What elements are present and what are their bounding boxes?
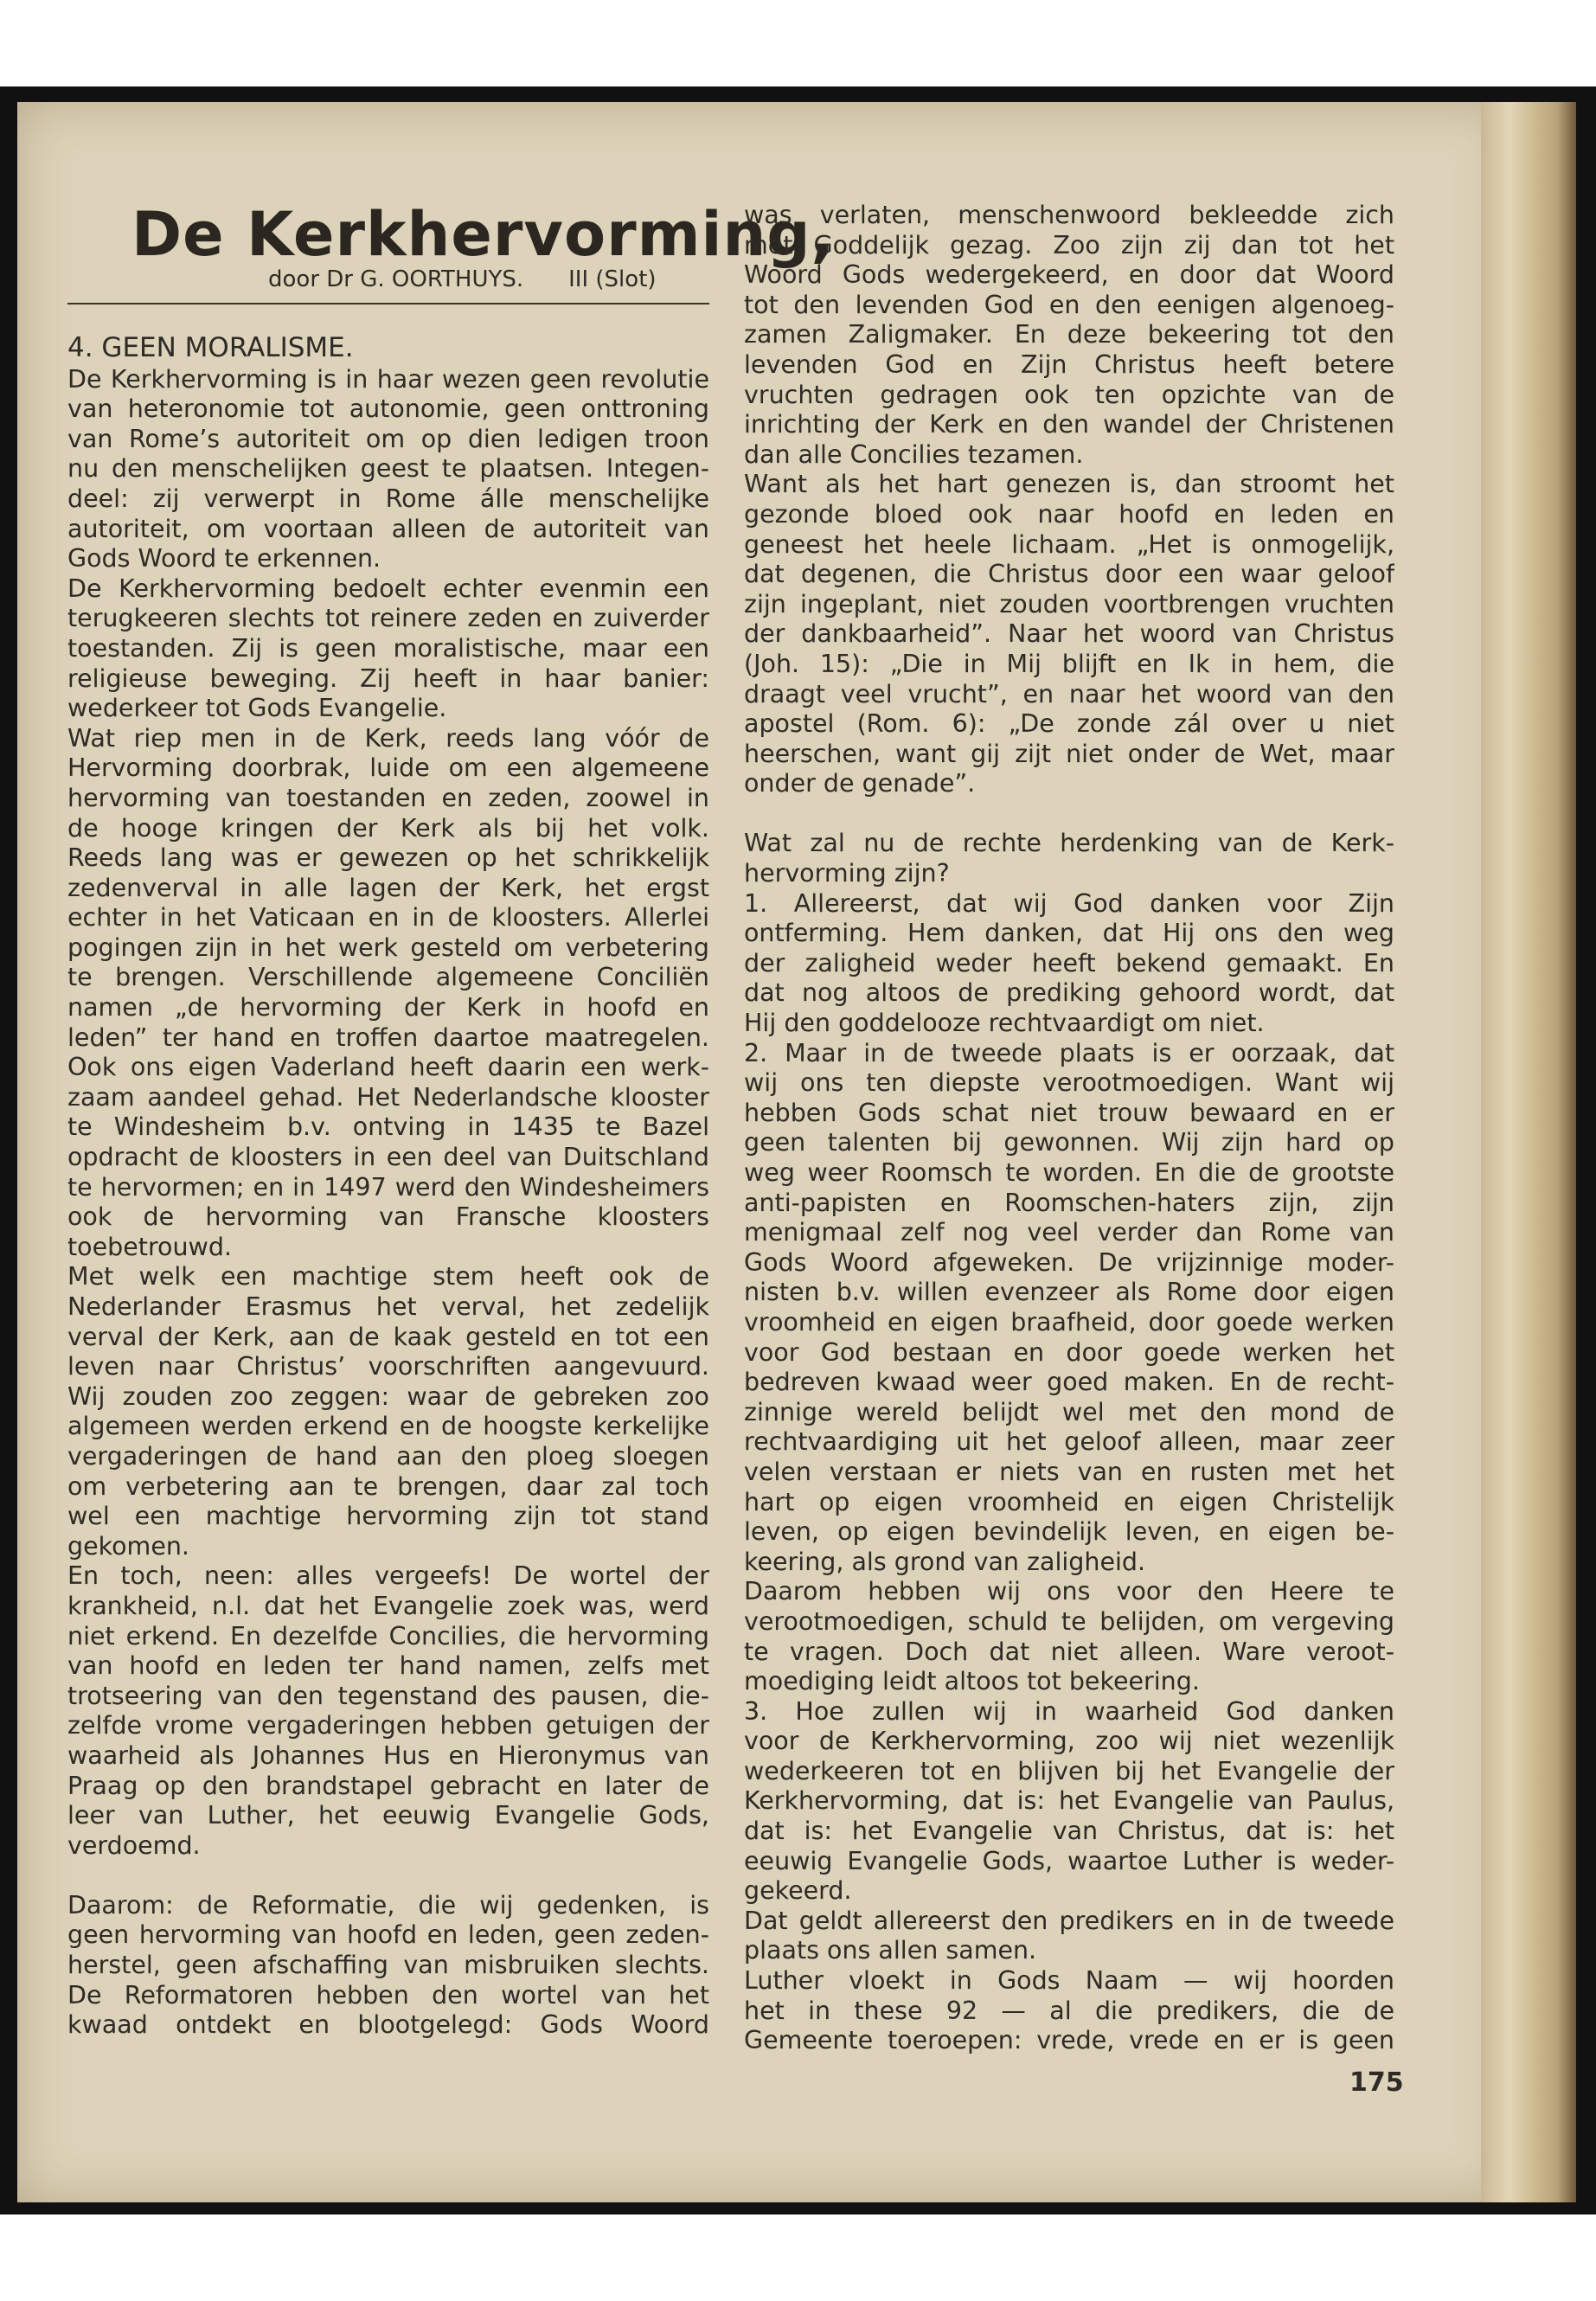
text-line: de hooge kringen der Kerk als bij het volk. <box>67 813 709 843</box>
series-part: III (Slot) <box>568 266 657 292</box>
text-line: der dankbaarheid”. Naar het woord van Christus <box>744 619 1394 649</box>
text-line: keering, als grond van zaligheid. <box>744 1547 1146 1576</box>
text-line: gekomen. <box>67 1531 189 1561</box>
text-line: kwaad ontdekt en blootgelegd: Gods Woord <box>67 2010 709 2040</box>
text-line: geen hervorming van hoofd en leden, geen zeden- <box>67 1920 709 1950</box>
text-line: vroomheid en eigen braafheid, door goede werken <box>744 1307 1394 1336</box>
text-line: zelfde vrome vergaderingen hebben getuigen der <box>67 1711 709 1740</box>
text-line: verval der Kerk, aan de kaak gesteld en tot een <box>67 1322 709 1351</box>
text-line: echter in het Vaticaan en in de kloosters. Allerlei <box>67 903 709 933</box>
text-line: De Kerkhervorming bedoelt echter evenmin een <box>67 574 709 603</box>
text-line: De Kerkhervorming is in haar wezen geen revolutie <box>67 364 709 394</box>
text-line: Reeds lang was er gewezen op het schrikkelijk <box>67 843 709 873</box>
text-line: voor de Kerkhervorming, zoo wij niet wezenlijk <box>744 1727 1394 1756</box>
text-line: wederkeeren tot en blijven bij het Evangelie der <box>744 1756 1394 1785</box>
text-line: gekeerd. <box>744 1876 852 1906</box>
text-line: hervorming van toestanden en zeden, zoowel in <box>67 783 709 812</box>
text-line: Gods Woord te erkennen. <box>67 544 381 574</box>
text-line: voor God bestaan en door goede werken het <box>744 1337 1394 1367</box>
text-line: Kerkhervorming, dat is: het Evangelie van Paulus, <box>744 1786 1394 1816</box>
article-title: De Kerkhervorming, <box>131 199 836 270</box>
book-edge <box>1481 102 1576 2202</box>
text-line: Daarom hebben wij ons voor den Heere te <box>744 1577 1394 1606</box>
text-line: vruchten gedragen ook ten opzichte van de <box>744 380 1394 409</box>
text-line: dat is: het Evangelie van Christus, dat is: het <box>744 1817 1394 1846</box>
text-line: met Goddelijk gezag. Zoo zijn zij dan tot het <box>744 230 1394 260</box>
text-line: leden” ter hand en troffen daartoe maatregelen. <box>67 1022 709 1052</box>
text-line: tot den levenden God en den eenigen algenoeg- <box>744 290 1394 319</box>
text-line: terugkeeren slechts tot reinere zeden en zuiverder <box>67 604 709 633</box>
text-line: zaam aandeel gehad. Het Nederlandsche klooster <box>67 1082 709 1112</box>
text-line: rechtvaardiging uit het geloof alleen, maar zeer <box>744 1427 1394 1457</box>
text-line: van Rome’s autoriteit om op dien ledigen troon <box>67 424 709 453</box>
text-line: Gods Woord afgeweken. De vrijzinnige moder- <box>744 1247 1394 1277</box>
text-line: der zaligheid weder heeft bekend gemaakt. En <box>744 948 1394 977</box>
text-line: waarheid als Johannes Hus en Hieronymus van <box>67 1740 709 1770</box>
text-line: verootmoedigen, schuld te belijden, om vergeving <box>744 1606 1394 1636</box>
text-line: En toch, neen: alles vergeefs! De wortel der <box>67 1561 709 1591</box>
text-line: opdracht de kloosters in een deel van Duitschland <box>67 1143 709 1172</box>
text-line: Dat geldt allereerst den predikers en in de tweede <box>744 1906 1394 1935</box>
text-line: dat degenen, die Christus door een waar geloof <box>744 560 1394 589</box>
text-line: wel een machtige hervorming zijn tot stand <box>67 1502 709 1531</box>
text-line: 3. Hoe zullen wij in waarheid God danken <box>744 1696 1394 1726</box>
text-line: anti-papisten en Roomschen-haters zijn, zijn <box>744 1188 1394 1217</box>
text-line: Met welk een machtige stem heeft ook de <box>67 1262 709 1292</box>
page-number: 175 <box>1349 2067 1404 2098</box>
text-line: ontferming. Hem danken, dat Hij ons den weg <box>744 919 1394 948</box>
text-line: zedenverval in alle lagen der Kerk, het ergst <box>67 873 709 902</box>
text-line: trotseering van den tegenstand des pausen, die- <box>67 1681 709 1710</box>
text-line: pogingen zijn in het werk gesteld om verbetering <box>67 933 709 962</box>
text-line: Want als het hart genezen is, dan stroomt het <box>744 470 1394 499</box>
text-line: om verbetering aan te brengen, daar zal toch <box>67 1471 709 1501</box>
text-line: nisten b.v. willen evenzeer als Rome door eigen <box>744 1278 1394 1307</box>
text-line: hervorming zijn? <box>744 859 950 888</box>
text-line: te Windesheim b.v. ontving in 1435 te Bazel <box>67 1112 709 1142</box>
section-heading: 4. GEEN MORALISME. <box>67 333 354 363</box>
text-line: levenden God en Zijn Christus heeft betere <box>744 349 1394 379</box>
text-line: namen „de hervorming der Kerk in hoofd en <box>67 993 709 1022</box>
text-line: ook de hervorming van Fransche kloosters <box>67 1202 709 1232</box>
text-line: eeuwig Evangelie Gods, waartoe Luther is weder- <box>744 1846 1394 1875</box>
text-line: hebben Gods schat niet trouw bewaard en er <box>744 1098 1394 1127</box>
text-line: Ook ons eigen Vaderland heeft daarin een werk- <box>67 1053 709 1082</box>
text-line: te brengen. Verschillende algemeene Conciliën <box>67 963 709 992</box>
text-line: Wat zal nu de rechte herdenking van de Kerk- <box>744 829 1394 858</box>
text-line: Hij den goddelooze rechtvaardigt om niet. <box>744 1009 1265 1038</box>
text-line: toebetrouwd. <box>67 1232 232 1261</box>
text-line: het in these 92 — al die predikers, die de <box>744 1996 1394 2025</box>
text-line: Wij zouden zoo zeggen: waar de gebreken zoo <box>67 1381 709 1411</box>
text-line: toestanden. Zij is geen moralistische, maar een <box>67 633 709 663</box>
text-line: wederkeer tot Gods Evangelie. <box>67 694 447 723</box>
title-rule <box>67 303 709 304</box>
text-line: geneest het heele lichaam. „Het is onmogelijk, <box>744 529 1394 559</box>
text-line: verdoemd. <box>67 1830 201 1860</box>
text-line: draagt veel vrucht”, en naar het woord van den <box>744 679 1394 708</box>
text-line: (Joh. 15): „Die in Mij blijft en Ik in hem, die <box>744 649 1394 678</box>
text-line: van hoofd en leden ter hand namen, zelfs met <box>67 1651 709 1681</box>
text-line: algemeen werden erkend en de hoogste kerkelijke <box>67 1412 709 1441</box>
text-line: velen verstaan er niets van en rusten met het <box>744 1457 1394 1486</box>
text-line: nu den menschelijken geest te plaatsen. Integen- <box>67 454 709 484</box>
text-line: hart op eigen vroomheid en eigen Christelijk <box>744 1487 1394 1516</box>
text-line: Nederlander Erasmus het verval, het zedelijk <box>67 1292 709 1321</box>
text-line: leven, op eigen bevindelijk leven, en eigen be- <box>744 1517 1394 1547</box>
text-line: leer van Luther, het eeuwig Evangelie Gods, <box>67 1801 709 1830</box>
text-line: weg weer Roomsch te worden. En die de grootste <box>744 1158 1394 1187</box>
text-line: Woord Gods wedergekeerd, en door dat Woord <box>744 260 1394 290</box>
text-line: vergaderingen de hand aan den ploeg sloegen <box>67 1441 709 1471</box>
right-column <box>744 201 1394 2056</box>
text-line: te hervormen; en in 1497 werd den Windesheimers <box>67 1172 709 1202</box>
text-line: autoriteit, om voortaan alleen de autoriteit van <box>67 514 709 543</box>
text-line: niet erkend. En dezelfde Concilies, die hervorming <box>67 1621 709 1650</box>
text-line: De Reformatoren hebben den wortel van het <box>67 1980 709 2009</box>
text-line: zamen Zaligmaker. En deze bekeering tot den <box>744 320 1394 349</box>
text-line: Praag op den brandstapel gebracht en later de <box>67 1771 709 1800</box>
author: door Dr G. OORTHUYS. <box>268 266 524 292</box>
text-line: religieuse beweging. Zij heeft in haar banier: <box>67 663 709 693</box>
text-line: onder de genade”. <box>744 769 976 798</box>
text-line: Wat riep men in de Kerk, reeds lang vóór de <box>67 723 709 753</box>
text-line: dat nog altoos de prediking gehoord wordt, dat <box>744 978 1394 1008</box>
text-line: Luther vloekt in Gods Naam — wij hoorden <box>744 1966 1394 1996</box>
text-line: dan alle Concilies tezamen. <box>744 439 1084 469</box>
text-line: deel: zij verwerpt in Rome álle menschelijke <box>67 484 709 513</box>
text-line: van heteronomie tot autonomie, geen onttroning <box>67 394 709 424</box>
text-line: gezonde bloed ook naar hoofd en leden en <box>744 499 1394 529</box>
text-line: herstel, geen afschaffing van misbruiken slechts. <box>67 1951 709 1980</box>
text-line: apostel (Rom. 6): „De zonde zál over u niet <box>744 709 1394 739</box>
text-line: inrichting der Kerk en den wandel der Christenen <box>744 410 1394 439</box>
text-line: leven naar Christus’ voorschriften aangevuurd. <box>67 1352 709 1381</box>
text-line: Daarom: de Reformatie, die wij gedenken, is <box>67 1890 709 1920</box>
left-column <box>67 333 709 2041</box>
text-line: te vragen. Doch dat niet alleen. Ware veroot- <box>744 1637 1394 1666</box>
text-line: Hervorming doorbrak, luide om een algemeene <box>67 753 709 783</box>
text-line: bedreven kwaad weer goed maken. En de recht- <box>744 1368 1394 1397</box>
text-line: Gemeente toeroepen: vrede, vrede en er is geen <box>744 2026 1394 2055</box>
text-line: heerschen, want gij zijt niet onder de Wet, maar <box>744 739 1394 768</box>
byline <box>268 266 657 292</box>
paragraph-gap <box>67 1861 709 1891</box>
text-line: menigmaal zelf nog veel verder dan Rome van <box>744 1218 1394 1247</box>
text-line: geen talenten bij gewonnen. Wij zijn hard op <box>744 1128 1394 1157</box>
text-line: 2. Maar in de tweede plaats is er oorzaak, dat <box>744 1038 1394 1067</box>
paragraph-gap <box>744 799 1394 830</box>
text-line: moediging leidt altoos tot bekeering. <box>744 1667 1200 1696</box>
text-line: krankheid, n.l. dat het Evangelie zoek was, werd <box>67 1591 709 1620</box>
text-line: 1. Allereerst, dat wij God danken voor Zijn <box>744 888 1394 918</box>
text-line: wij ons ten diepste verootmoedigen. Want wij <box>744 1068 1394 1098</box>
text-line: plaats ons allen samen. <box>744 1936 1037 1965</box>
text-line: was verlaten, menschenwoord bekleedde zich <box>744 201 1394 229</box>
text-line: zinnige wereld belijdt wel met den mond de <box>744 1397 1394 1426</box>
text-line: zijn ingeplant, niet zouden voortbrengen vruchten <box>744 589 1394 619</box>
